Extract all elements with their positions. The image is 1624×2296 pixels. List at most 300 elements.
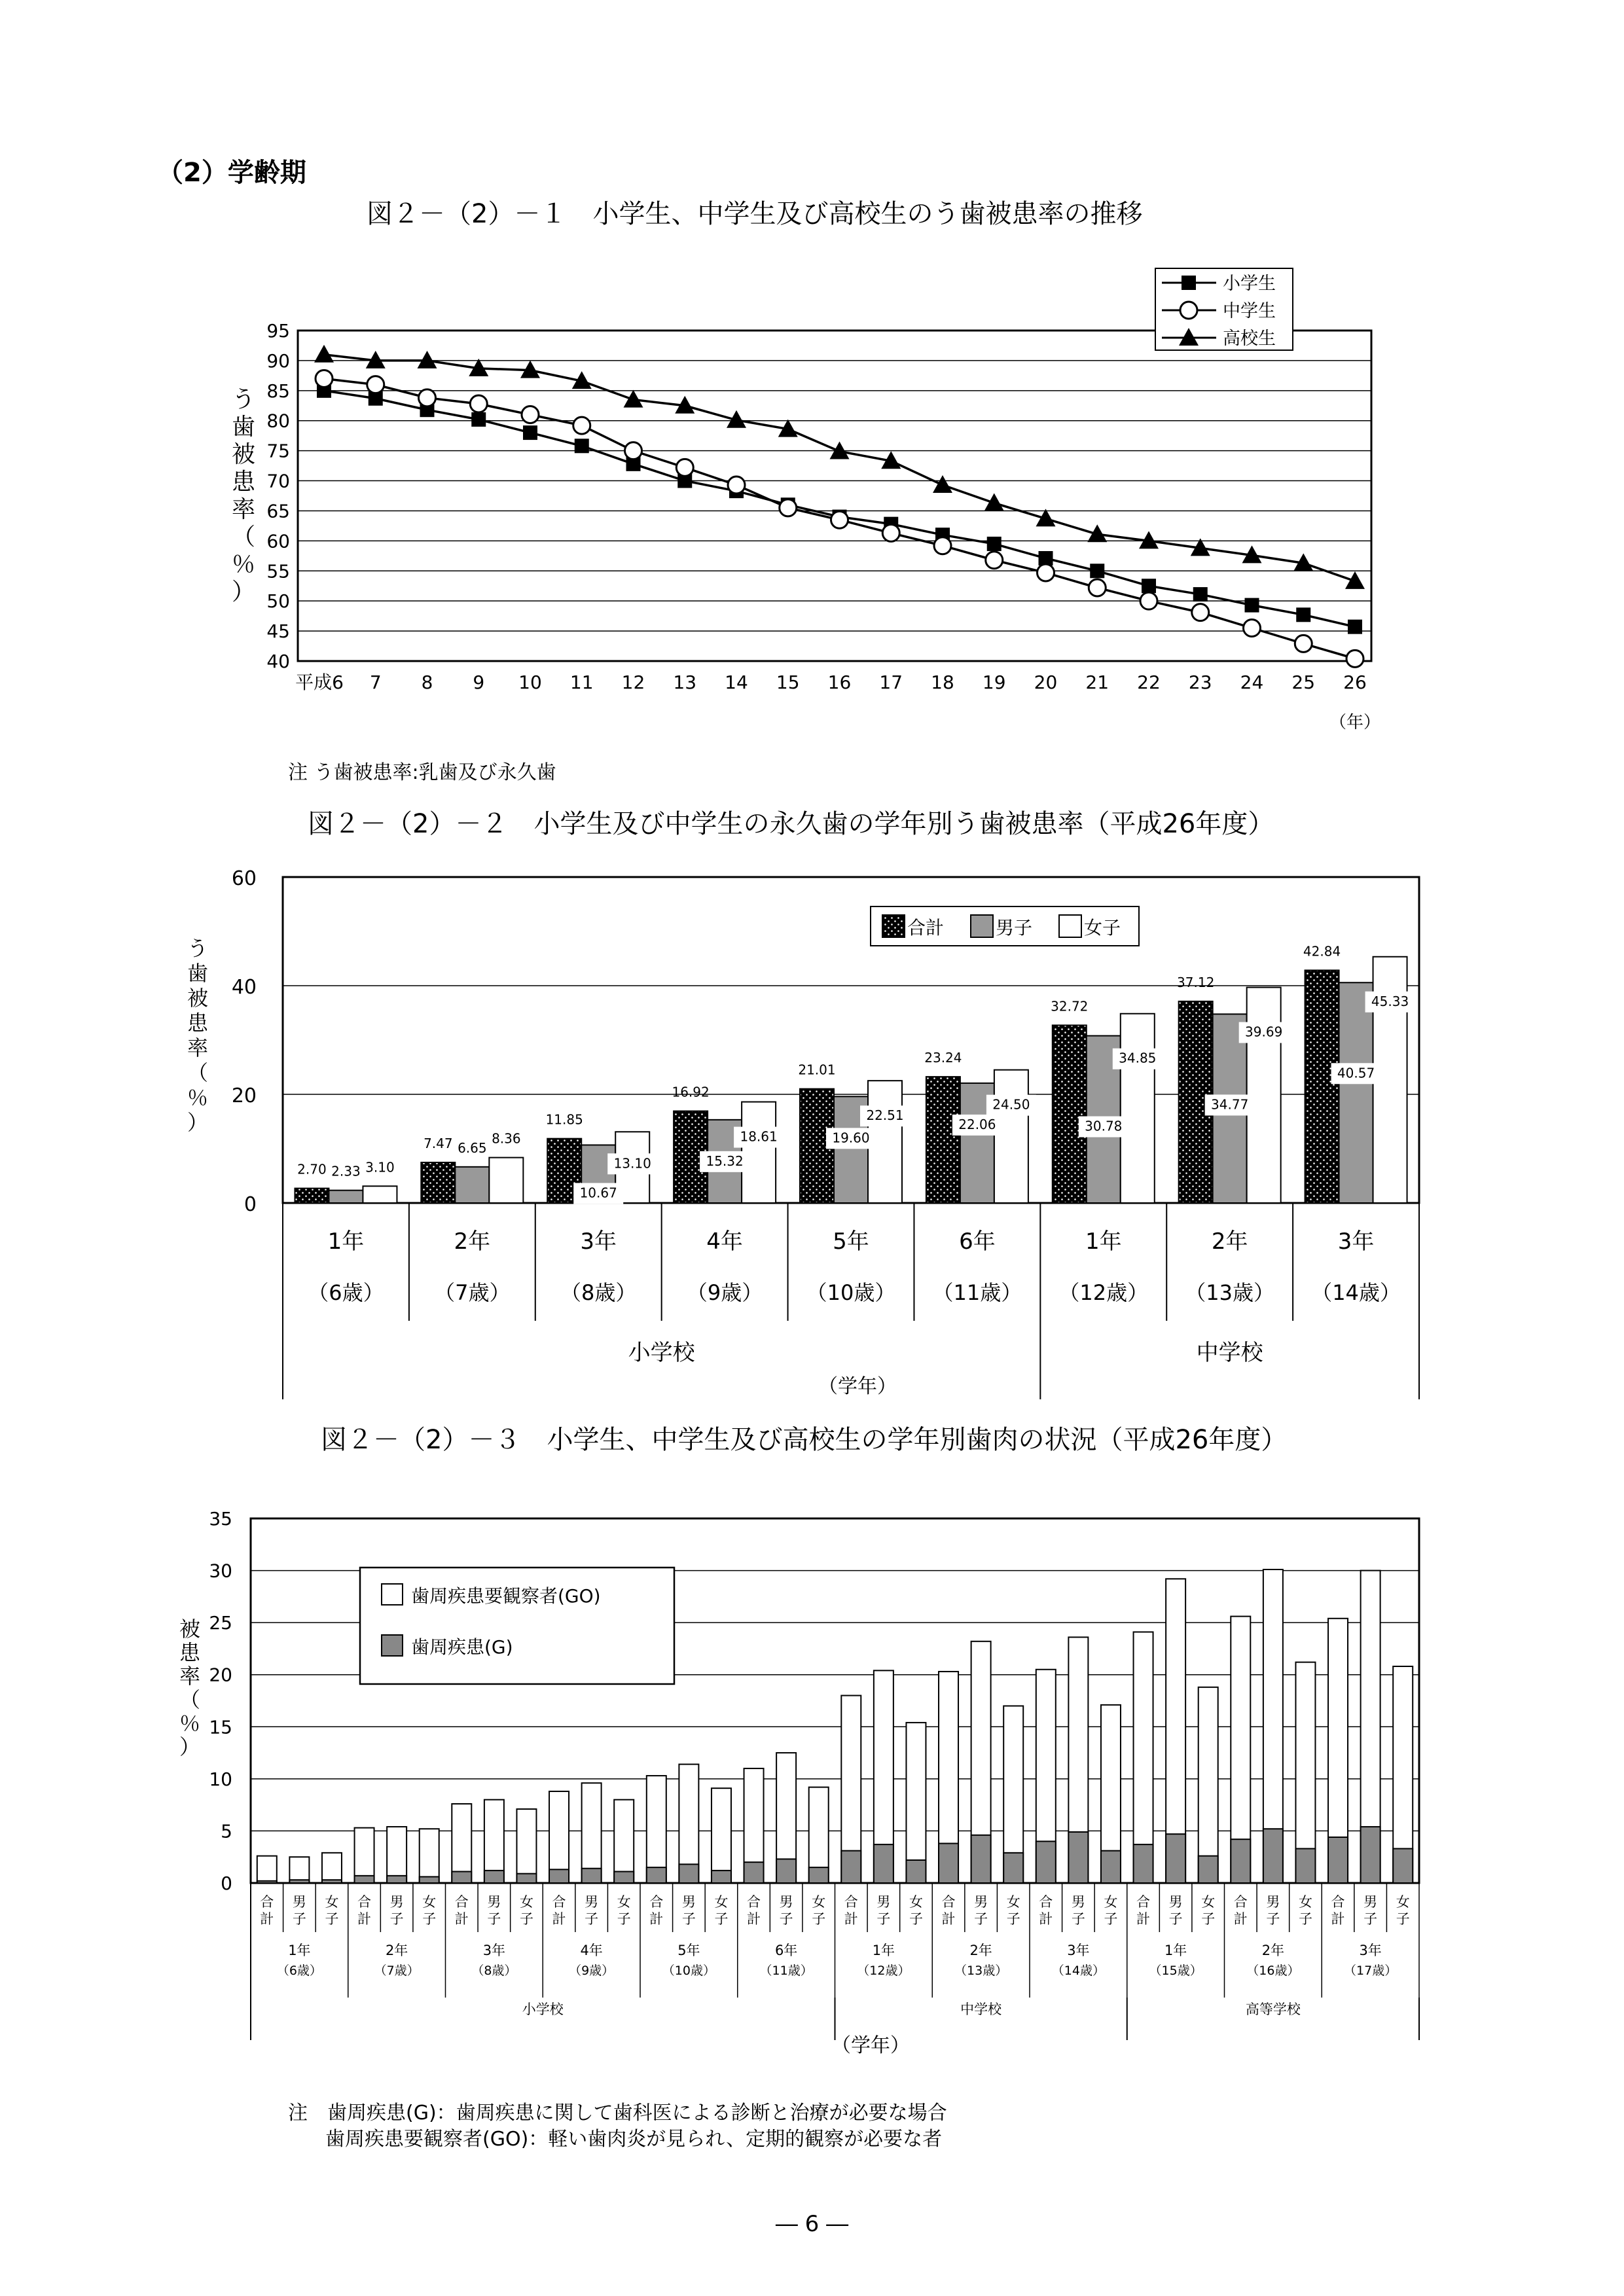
chart3-bar-g — [971, 1835, 991, 1883]
chart1-y-tick-label: 40 — [266, 651, 290, 672]
chart3-sub-label: 子 — [1396, 1911, 1410, 1927]
chart3-sub-label: 子 — [779, 1911, 793, 1927]
chart3-sub-label: 合 — [357, 1894, 372, 1910]
chart3-grade-label: 6年 — [774, 1943, 798, 1958]
chart2-y-axis-label: 被 — [187, 986, 209, 1011]
chart1-point — [471, 412, 486, 427]
chart3-sub-label: 合 — [260, 1894, 274, 1910]
chart3-age-label: （12歳） — [857, 1964, 911, 1978]
chart2-bar-total — [926, 1077, 960, 1203]
chart3-sub-label: 計 — [1331, 1911, 1345, 1927]
chart2-grade-label: 2年 — [1211, 1229, 1248, 1255]
chart3-age-label: （8歳） — [471, 1964, 517, 1978]
chart3-sub-label: 男 — [389, 1894, 404, 1910]
chart2-school-label: 小学校 — [628, 1340, 695, 1366]
chart3-sub-label: 子 — [1104, 1911, 1118, 1927]
chart3-sub-label: 子 — [1363, 1911, 1378, 1927]
chart1-y-tick-label: 50 — [266, 590, 290, 613]
chart2-bar-total — [295, 1189, 329, 1203]
chart2-data-label: 42.84 — [1303, 943, 1341, 960]
chart3-bar-g — [744, 1862, 764, 1883]
chart3-grade-label: 1年 — [1164, 1943, 1187, 1958]
chart2-title: 図２－（2）－２ 小学生及び中学生の永久歯の学年別う歯被患率（平成26年度） — [308, 809, 1274, 839]
chart3-bar-g — [841, 1851, 861, 1883]
chart2-data-label: 37.12 — [1177, 974, 1215, 990]
section-title: （2）学齢期 — [157, 158, 306, 188]
chart3-bar-g — [582, 1869, 602, 1883]
chart3-age-label: （10歳） — [662, 1964, 715, 1978]
chart2-legend-swatch — [882, 915, 905, 937]
chart1-point — [1345, 571, 1365, 589]
chart3-bar-g — [679, 1864, 698, 1883]
chart1-point — [1089, 579, 1106, 596]
chart3-sub-label: 男 — [681, 1894, 696, 1910]
chart2-legend-swatch — [971, 915, 993, 937]
chart2-grade-label: 3年 — [1337, 1229, 1375, 1255]
chart3-grade-label: 4年 — [580, 1943, 603, 1958]
chart3-bar-go — [516, 1809, 536, 1883]
chart2-age-label: （7歳） — [434, 1280, 511, 1305]
chart1-point — [984, 493, 1004, 511]
chart1-x-tick-label: 17 — [879, 672, 903, 693]
chart2-data-label: 24.50 — [992, 1096, 1030, 1113]
chart3-sub-label: 子 — [1298, 1911, 1312, 1927]
chart3-sub-label: 子 — [292, 1911, 306, 1927]
chart2-grade-label: 6年 — [959, 1229, 996, 1255]
chart2-legend-label: 女子 — [1084, 917, 1121, 939]
chart3-legend-label: 歯周疾患要観察者(GO) — [411, 1585, 601, 1607]
chart3-bar-g — [1231, 1839, 1250, 1883]
chart1-point — [1346, 650, 1363, 667]
chart3-bar-g — [387, 1876, 406, 1883]
chart2-bar-male — [1339, 982, 1373, 1203]
chart3-grade-label: 3年 — [1067, 1943, 1090, 1958]
chart3-bar-g — [1328, 1837, 1348, 1883]
chart1-x-tick-label: 21 — [1085, 672, 1110, 693]
chart3-sub-label: 子 — [585, 1911, 599, 1927]
chart1-point — [367, 376, 384, 393]
chart3-sub-label: 女 — [1396, 1894, 1410, 1910]
chart1-x-tick-label: 12 — [621, 672, 645, 693]
chart3-sub-label: 合 — [1331, 1894, 1345, 1910]
chart2-grade-label: 1年 — [1085, 1229, 1122, 1255]
chart1-x-tick-label: 25 — [1291, 672, 1316, 693]
chart1-point — [1245, 598, 1259, 613]
chart3-school-label: 高等学校 — [1245, 2001, 1301, 2017]
chart3-y-axis-label: 患 — [179, 1640, 201, 1665]
chart1-point — [625, 442, 642, 459]
chart1-y-axis-label: 率 — [231, 496, 256, 523]
chart2-data-label: 11.85 — [545, 1111, 583, 1128]
chart1-point — [419, 389, 436, 406]
chart3-sub-label: 子 — [1071, 1911, 1085, 1927]
chart3-sub-label: 子 — [876, 1911, 891, 1927]
chart1-point — [624, 390, 643, 408]
chart3-sub-label: 計 — [357, 1911, 372, 1927]
chart3-bar-g — [776, 1859, 796, 1883]
chart2-age-label: （10歳） — [806, 1280, 896, 1305]
chart3-sub-label: 合 — [747, 1894, 761, 1910]
chart2-y-axis-label: ％ — [187, 1085, 209, 1110]
chart1-y-tick-label: 70 — [266, 470, 290, 492]
chart3-bar-g — [1166, 1834, 1185, 1883]
chart1-point — [1192, 604, 1209, 621]
chart3-bar-go — [712, 1788, 731, 1883]
chart2-y-axis-label: 率 — [187, 1035, 209, 1060]
chart1-x-tick-label: 16 — [827, 672, 852, 693]
chart1-point — [780, 499, 797, 516]
chart2-bar-female — [994, 1070, 1028, 1203]
chart1-y-tick-label: 90 — [266, 350, 290, 372]
chart1-x-tick-label: 26 — [1343, 672, 1367, 693]
chart3-sub-label: 子 — [1266, 1911, 1280, 1927]
chart2-data-label: 3.10 — [365, 1159, 395, 1175]
chart2-y-axis-label: う — [187, 936, 209, 961]
chart1-point — [1140, 592, 1157, 609]
chart1-point — [933, 475, 952, 493]
chart2-data-label: 19.60 — [832, 1130, 870, 1146]
chart3-sub-label: 計 — [1136, 1911, 1151, 1927]
chart3-age-label: （14歳） — [1051, 1964, 1105, 1978]
chart1-x-tick-label: 18 — [931, 672, 954, 693]
page-number: ― 6 ― — [775, 2211, 849, 2237]
chart3-grade-label: 5年 — [677, 1943, 700, 1958]
chart2-age-label: （14歳） — [1311, 1280, 1401, 1305]
chart1-point — [314, 345, 334, 363]
chart1-x-tick-label: 9 — [473, 672, 485, 693]
chart1-x-tick-label: 15 — [776, 672, 800, 693]
chart3-y-tick-label: 0 — [221, 1873, 232, 1894]
chart3-age-label: （17歳） — [1344, 1964, 1398, 1978]
chart2-age-label: （13歳） — [1185, 1280, 1275, 1305]
chart1-point — [316, 370, 333, 387]
chart3-y-tick-label: 35 — [209, 1508, 232, 1530]
chart3-bar-g — [1068, 1832, 1088, 1883]
chart3-y-tick-label: 30 — [209, 1560, 232, 1582]
chart2-y-tick-label: 60 — [231, 867, 257, 890]
chart1-y-axis-label: 被 — [231, 441, 256, 468]
chart1-y-tick-label: 55 — [266, 560, 290, 583]
chart3-bar-g — [906, 1860, 926, 1883]
chart2-y-axis-label: ） — [187, 1110, 209, 1135]
chart1-y-tick-label: 75 — [266, 440, 290, 462]
chart3-age-label: （11歳） — [759, 1964, 813, 1978]
chart3-bar-g — [1295, 1848, 1315, 1883]
chart3-bar-g — [257, 1881, 277, 1883]
chart3-bar-g — [1101, 1851, 1121, 1883]
chart3-bar-go — [906, 1723, 926, 1883]
chart3-stacked-bar-chart — [0, 1505, 1624, 2094]
chart1-x-tick-label: 22 — [1137, 672, 1161, 693]
chart2-grade-label: 1年 — [327, 1229, 365, 1255]
chart3-bar-g — [1393, 1848, 1413, 1883]
chart3-bar-go — [289, 1857, 309, 1883]
chart3-bar-g — [484, 1871, 504, 1883]
chart2-bar-female — [363, 1186, 397, 1203]
chart2-legend-swatch — [1059, 915, 1081, 937]
chart2-grade-label: 5年 — [833, 1229, 869, 1255]
chart3-sub-label: 計 — [552, 1911, 566, 1927]
chart2-y-tick-label: 40 — [231, 976, 257, 999]
chart1-point — [573, 417, 590, 434]
chart3-sub-label: 子 — [617, 1911, 631, 1927]
chart1-y-axis-label: 歯 — [231, 414, 256, 440]
chart2-grade-label: 3年 — [580, 1229, 617, 1255]
chart1-legend-marker — [1182, 276, 1196, 290]
chart3-grade-label: 1年 — [872, 1943, 895, 1958]
chart2-data-label: 40.57 — [1337, 1065, 1375, 1081]
chart2-legend-label: 男子 — [996, 917, 1033, 939]
chart3-note-2: 歯周疾患要観察者(GO)：軽い歯肉炎が見られ、定期的観察が必要な者 — [325, 2128, 943, 2151]
chart2-data-label: 34.85 — [1119, 1050, 1157, 1066]
chart3-sub-label: 合 — [941, 1894, 956, 1910]
chart1-point — [728, 476, 745, 493]
chart3-sub-label: 女 — [909, 1894, 923, 1910]
chart3-bar-go — [257, 1856, 277, 1883]
chart3-bar-go — [614, 1800, 634, 1883]
chart2-age-label: （6歳） — [308, 1280, 384, 1305]
chart3-grade-label: 1年 — [288, 1943, 311, 1958]
chart3-sub-label: 男 — [1071, 1894, 1085, 1910]
chart2-bar-male — [329, 1191, 363, 1203]
chart3-sub-label: 女 — [1298, 1894, 1312, 1910]
chart3-sub-label: 合 — [454, 1894, 469, 1910]
chart2-y-axis-label: （ — [187, 1060, 209, 1085]
chart3-sub-label: 計 — [844, 1911, 858, 1927]
chart1-point — [1296, 607, 1310, 622]
chart1-point — [1244, 620, 1261, 637]
chart3-sub-label: 計 — [941, 1911, 956, 1927]
chart3-bar-g — [516, 1874, 536, 1883]
chart3-sub-label: 子 — [681, 1911, 696, 1927]
chart3-sub-label: 子 — [487, 1911, 501, 1927]
chart3-bar-go — [387, 1827, 406, 1883]
chart2-school-label: 中学校 — [1196, 1340, 1263, 1366]
chart1-point — [575, 439, 589, 453]
chart3-bar-g — [614, 1871, 634, 1883]
chart2-data-label: 34.77 — [1211, 1096, 1249, 1113]
chart2-data-label: 22.06 — [958, 1116, 996, 1132]
chart1-x-unit: （年） — [1329, 713, 1381, 732]
chart3-legend-label: 歯周疾患(G) — [411, 1636, 513, 1658]
chart1-y-tick-label: 95 — [266, 320, 290, 342]
chart3-sub-label: 男 — [1266, 1894, 1280, 1910]
chart3-y-tick-label: 10 — [209, 1768, 232, 1790]
chart2-data-label: 10.67 — [579, 1185, 617, 1201]
chart3-bar-g — [809, 1867, 829, 1883]
chart1-y-tick-label: 80 — [266, 410, 290, 432]
chart3-sub-label: 子 — [1006, 1911, 1020, 1927]
chart2-bar-total — [421, 1162, 455, 1203]
chart2-data-label: 8.36 — [492, 1130, 521, 1147]
chart1-x-tick-label: 10 — [518, 672, 542, 693]
chart3-x-axis-label: （学年） — [831, 2034, 910, 2057]
chart2-data-label: 32.72 — [1051, 998, 1089, 1014]
chart3-bar-g — [1263, 1829, 1283, 1883]
chart3-bar-g — [939, 1844, 958, 1883]
chart1-y-tick-label: 85 — [266, 380, 290, 402]
chart1-point — [987, 537, 1001, 551]
chart3-bar-go — [322, 1853, 342, 1883]
chart2-data-label: 30.78 — [1085, 1118, 1123, 1134]
chart3-sub-label: 女 — [617, 1894, 631, 1910]
chart3-y-tick-label: 15 — [209, 1716, 232, 1738]
chart2-grade-label: 2年 — [454, 1229, 491, 1255]
chart3-sub-label: 子 — [1201, 1911, 1216, 1927]
chart2-data-label: 6.65 — [458, 1139, 487, 1156]
chart2-age-label: （12歳） — [1058, 1280, 1149, 1305]
chart3-age-label: （9歳） — [569, 1964, 615, 1978]
chart1-point — [1090, 564, 1104, 578]
chart2-data-label: 23.24 — [924, 1050, 962, 1066]
chart3-bar-g — [420, 1876, 439, 1883]
chart3-y-tick-label: 25 — [209, 1612, 232, 1634]
chart2-data-label: 2.33 — [331, 1163, 361, 1179]
chart3-y-axis-label: 被 — [179, 1617, 201, 1641]
chart1-point — [676, 459, 693, 476]
chart1-point — [934, 537, 951, 554]
chart3-grade-label: 2年 — [385, 1943, 408, 1958]
chart3-sub-label: 子 — [389, 1911, 404, 1927]
chart3-y-axis-label: ） — [179, 1734, 201, 1759]
chart3-sub-label: 女 — [1201, 1894, 1216, 1910]
chart3-age-label: （7歳） — [374, 1964, 420, 1978]
chart1-note: 注 う歯被患率:乳歯及び永久歯 — [288, 761, 556, 784]
chart3-sub-label: 女 — [714, 1894, 729, 1910]
chart3-grade-label: 3年 — [1359, 1943, 1382, 1958]
chart3-sub-label: 男 — [779, 1894, 793, 1910]
chart3-bar-g — [355, 1876, 374, 1883]
chart2-y-axis-label: 患 — [187, 1011, 209, 1035]
chart3-bar-g — [1003, 1853, 1023, 1883]
chart2-data-label: 18.61 — [740, 1128, 778, 1145]
chart1-x-tick-label: 19 — [982, 672, 1006, 693]
chart3-bar-g — [549, 1869, 569, 1883]
chart1-y-axis-label: う — [231, 386, 256, 413]
chart2-bar-total — [1053, 1025, 1087, 1203]
chart3-note-1: 注 歯周疾患(G)：歯周疾患に関して歯科医による診断と治療が必要な場合 — [288, 2102, 947, 2125]
chart3-sub-label: 子 — [974, 1911, 988, 1927]
chart3-bar-g — [1036, 1841, 1056, 1883]
chart3-y-axis-label: ％ — [179, 1711, 201, 1736]
chart3-sub-label: 男 — [974, 1894, 988, 1910]
chart3-bar-g — [874, 1844, 893, 1883]
chart1-legend-label: 中学生 — [1223, 301, 1276, 321]
chart3-sub-label: 計 — [1233, 1911, 1248, 1927]
chart1-point — [882, 524, 899, 541]
chart3-bar-g — [1199, 1856, 1218, 1883]
chart1-point — [470, 395, 487, 412]
chart3-grade-label: 2年 — [1261, 1943, 1285, 1958]
chart1-y-tick-label: 45 — [266, 620, 290, 643]
chart3-sub-label: 男 — [1168, 1894, 1183, 1910]
chart3-school-label: 小学校 — [522, 2001, 564, 2017]
chart3-sub-label: 子 — [519, 1911, 533, 1927]
chart1-x-tick-label: 7 — [369, 672, 382, 693]
chart2-data-label: 21.01 — [798, 1062, 836, 1078]
chart1-line-chart — [0, 249, 1624, 746]
chart2-bar-male — [455, 1167, 489, 1203]
chart3-bar-go — [355, 1828, 374, 1883]
chart3-sub-label: 合 — [649, 1894, 664, 1910]
chart3-bar-g — [322, 1880, 342, 1883]
chart2-age-label: （9歳） — [686, 1280, 763, 1305]
chart1-point — [986, 552, 1003, 569]
chart2-age-label: （8歳） — [560, 1280, 637, 1305]
chart3-sub-label: 男 — [487, 1894, 501, 1910]
chart3-sub-label: 計 — [454, 1911, 469, 1927]
chart2-data-label: 2.70 — [297, 1161, 327, 1177]
chart3-sub-label: 女 — [812, 1894, 826, 1910]
chart3-sub-label: 計 — [747, 1911, 761, 1927]
chart2-data-label: 45.33 — [1371, 993, 1409, 1009]
chart1-x-tick-label: 23 — [1188, 672, 1212, 693]
chart2-data-label: 22.51 — [866, 1107, 904, 1124]
chart1-x-tick-label: 11 — [569, 672, 594, 693]
chart2-data-label: 16.92 — [672, 1084, 710, 1100]
chart2-data-label: 7.47 — [424, 1135, 453, 1151]
chart3-y-axis-label: 率 — [179, 1664, 201, 1689]
chart3-y-axis-label: （ — [179, 1687, 201, 1712]
chart3-sub-label: 女 — [1104, 1894, 1118, 1910]
chart3-legend-swatch — [382, 1635, 403, 1656]
chart1-plot-area — [298, 331, 1371, 661]
chart1-legend-marker — [1180, 302, 1197, 319]
chart3-sub-label: 合 — [844, 1894, 858, 1910]
chart3-sub-label: 男 — [876, 1894, 891, 1910]
chart1-point — [831, 511, 848, 528]
chart3-age-label: （15歳） — [1149, 1964, 1202, 1978]
chart3-y-tick-label: 20 — [209, 1664, 232, 1686]
chart1-point — [1193, 587, 1208, 601]
chart2-y-axis-label: 歯 — [187, 961, 209, 986]
chart2-bar-female — [489, 1158, 523, 1203]
chart3-grade-label: 3年 — [482, 1943, 506, 1958]
chart3-bar-g — [289, 1880, 309, 1883]
chart3-sub-label: 子 — [714, 1911, 729, 1927]
chart1-x-tick-label: 平成6 — [295, 672, 344, 693]
chart2-age-label: （11歳） — [932, 1280, 1022, 1305]
chart3-sub-label: 子 — [812, 1911, 826, 1927]
chart3-age-label: （6歳） — [276, 1964, 322, 1978]
chart1-y-tick-label: 65 — [266, 500, 290, 522]
chart1-point — [1348, 620, 1362, 634]
chart3-legend-swatch — [382, 1584, 403, 1605]
chart3-sub-label: 男 — [1363, 1894, 1378, 1910]
chart3-sub-label: 子 — [325, 1911, 339, 1927]
chart1-x-tick-label: 8 — [421, 672, 433, 693]
chart3-bar-g — [712, 1871, 731, 1883]
chart1-y-tick-label: 60 — [266, 530, 290, 552]
chart1-x-tick-label: 14 — [725, 672, 748, 693]
chart3-sub-label: 男 — [292, 1894, 306, 1910]
chart1-x-tick-label: 24 — [1240, 672, 1264, 693]
chart1-y-axis-label: 患 — [231, 469, 256, 495]
chart1-x-tick-label: 20 — [1034, 672, 1058, 693]
chart1-x-tick-label: 13 — [673, 672, 697, 693]
chart3-bar-g — [647, 1867, 666, 1883]
chart3-sub-label: 合 — [1039, 1894, 1053, 1910]
chart3-sub-label: 合 — [552, 1894, 566, 1910]
chart1-point — [1295, 635, 1312, 652]
chart3-sub-label: 子 — [422, 1911, 437, 1927]
chart2-data-label: 39.69 — [1245, 1024, 1283, 1040]
chart1-y-axis-label: ％ — [231, 551, 256, 578]
chart1-y-axis-label: （ — [231, 524, 256, 550]
chart1-title: 図２－（2）－１ 小学生、中学生及び高校生のう歯被患率の推移 — [367, 199, 1143, 229]
chart1-point — [1038, 564, 1055, 581]
chart1-point — [522, 406, 539, 423]
